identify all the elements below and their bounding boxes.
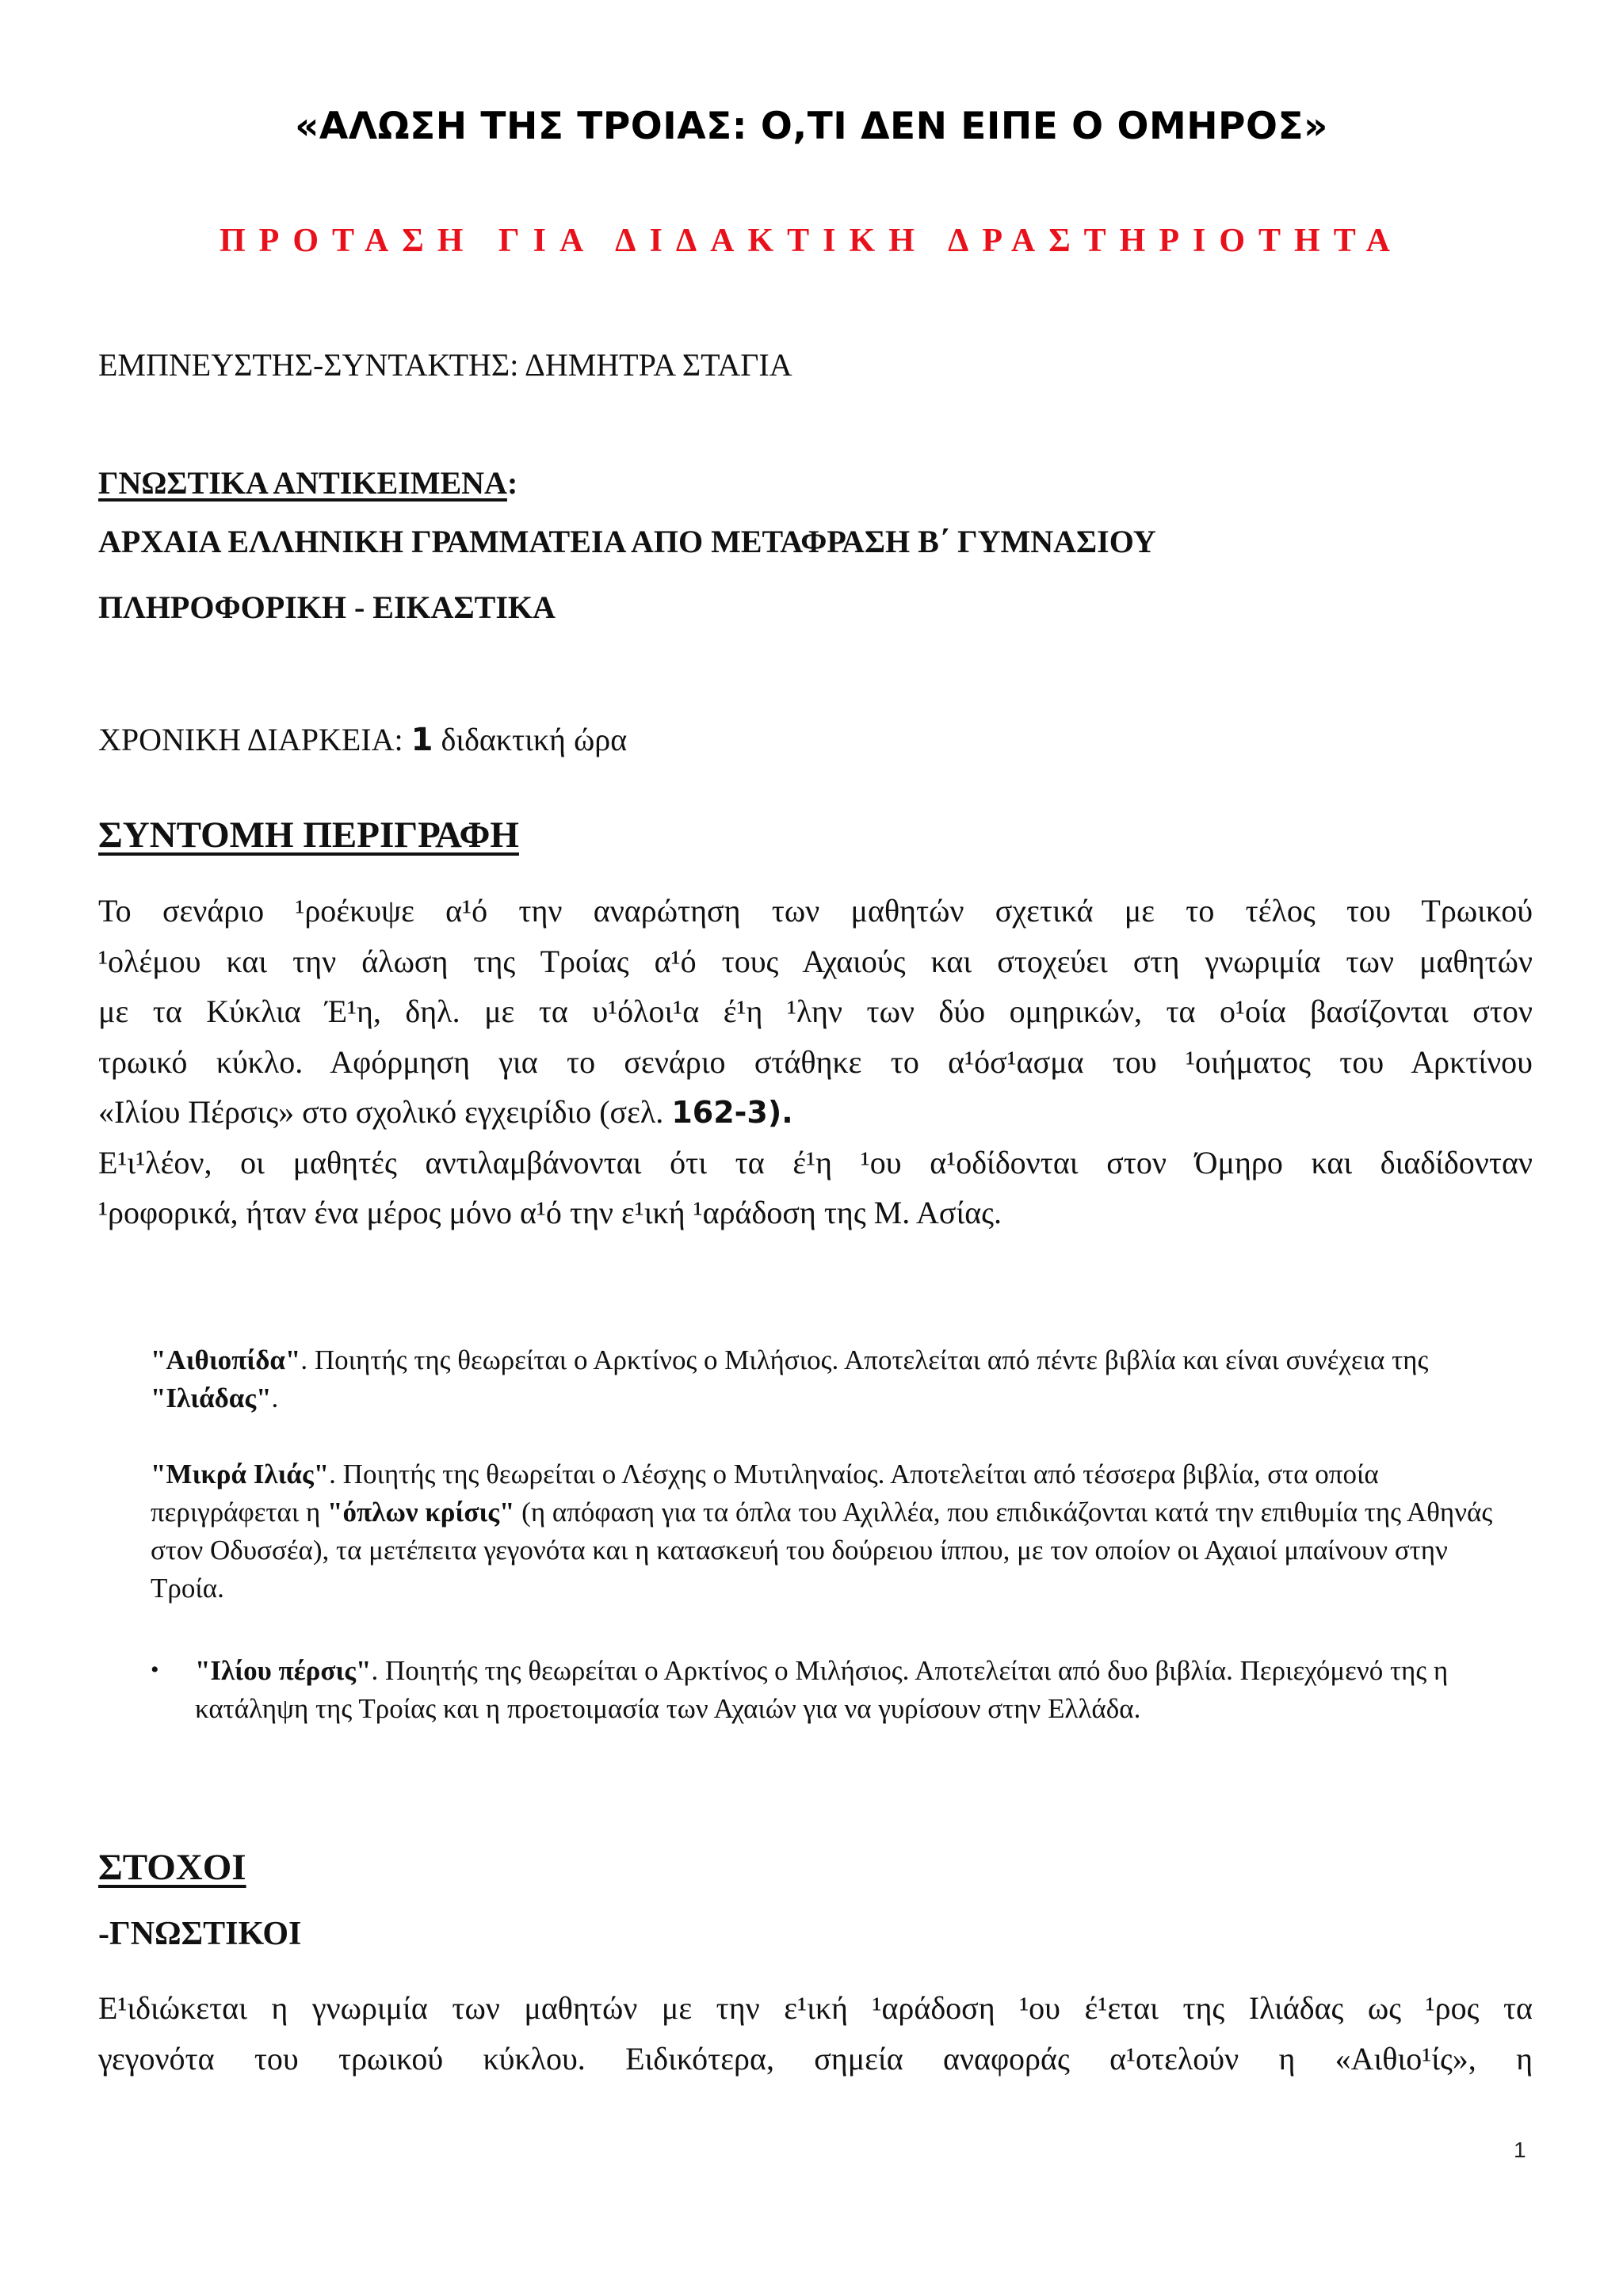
cognitive-heading: -ΓΝΩΣΤΙΚΟΙ [98,1916,302,1952]
description-text: «Ιλίου Πέρσις» στο σχολικό εγχειρίδιο (σελ. [98,1094,664,1130]
subject-1: ΑΡΧΑΙΑ ΕΛΛΗΝΙΚΗ ΓΡΑΜΜΑΤΕΙΑ ΑΠΟ ΜΕΤΑΦΡΑΣΗ Β΄ ΓΥΜΝΑΣΙΟΥ [98,524,1156,559]
description-line: Ε¹ι¹λέον, οι μαθητές αντιλαμβάνονται ότι τα έ¹η ¹ου α¹οδίδονται στον Όμηρο και διαδίδονταν [98,1144,1533,1180]
epic-text: . Ποιητής της θεωρείται ο Λέσχης ο Μυτιληναίος. Αποτελείται από τέσσερα βιβλία, στα οποία περιγράφεται η [151,1459,1379,1527]
document-title: «ΑΛΩΣΗ ΤΗΣ ΤΡΟΙΑΣ: Ο,ΤΙ ΔΕΝ ΕΙΠΕ Ο ΟΜΗΡΟΣ» [295,105,1328,148]
duration-hours: 1 [411,722,433,758]
epic-mikra-ilias [151,1455,1514,1608]
description-line [98,1087,1533,1138]
description-line: Το σενάριο ¹ροέκυψε α¹ό την αναρώτηση των μαθητών σχετικά με το τέλος του Τρωικού [98,893,1533,929]
epic-name: "Μικρά Ιλιάς" [151,1459,330,1489]
epic-name: "Αιθιοπίδα" [151,1344,301,1375]
epic-iliou-persis [195,1652,1526,1728]
short-description-heading: ΣΥΝΤΟΜΗ ΠΕΡΙΓΡΑΦΗ [98,814,519,856]
epic-ref: "Ιλιάδας" [151,1383,272,1413]
epic-ref: "όπλων κρίσις" [327,1497,515,1527]
description-line: ¹ολέμου και την άλωση της Τροίας α¹ό τους Αχαιούς και στοχεύει στη γνωριμία των μαθητών [98,943,1533,979]
goals-line: γεγονότα του τρωικού κύκλου. Ειδικότερα, σημεία αναφοράς α¹οτελούν η «Αιθιο¹ίς», η [98,2040,1533,2077]
description-line: τρωικό κύκλο. Αφόρμηση για το σενάριο στάθηκε το α¹όσ¹ασμα του ¹οιήματος του Αρκτίνου [98,1043,1533,1080]
description-paragraph [98,886,1533,1238]
subjects-heading [98,464,517,502]
epic-text: . Ποιητής της θεωρείται ο Αρκτίνος ο Μιλήσιος. Αποτελείται από δυο βιβλία. Περιεχόμενό της η κατάληψη της Τροίας και η προετοιμασία των Αχαιών για να γυρίσουν στην Ελλάδα. [195,1655,1449,1724]
page-number: 1 [1514,2138,1526,2162]
description-line: με τα Κύκλια Έ¹η, δηλ. με τα υ¹όλοι¹α έ¹η ¹λην των δύο ομηρικών, τα ο¹οία βασίζονται στον [98,994,1533,1029]
duration-label: ΧΡΟΝΙΚΗ ΔΙΑΡΚΕΙΑ [98,722,395,757]
subjects-colon: : [506,465,518,501]
author-name: ΔΗΜΗΤΡΑ ΣΤΑΓΙΑ [525,347,792,383]
bullet-marker: • [151,1657,159,1683]
duration-colon: : [394,722,403,757]
description-pages: 162-3). [671,1095,793,1130]
epic-end: . [271,1383,279,1413]
subjects-label: ΓΝΩΣΤΙΚΑ ΑΝΤΙΚΕΙΜΕΝΑ [98,465,507,501]
author-line [98,346,792,384]
epic-text: . Ποιητής της θεωρείται ο Αρκτίνος ο Μιλήσιος. Αποτελείται από πέντε βιβλία και είναι συνέχεια της [300,1344,1429,1375]
epic-end: (η απόφαση για τα όπλα του Αχιλλέα, που επιδικάζονται κατά την επιθυμία της Αθηνάς στον Οδυσσέα), τα μετέπειτα γεγονότα και η κατασκευή του δούρειου ίππου, με τον οποίον οι Αχαιοί μπαίνουν στην Τροία. [151,1497,1493,1604]
subject-2: ΠΛΗΡΟΦΟΡΙΚΗ - ΕΙΚΑΣΤΙΚΑ [98,589,556,625]
epic-aithiopis [151,1341,1514,1417]
document-subtitle: ΠΡΟΤΑΣΗ ΓΙΑ ΔΙΔΑΚΤΙΚΗ ΔΡΑΣΤΗΡΙΟΤΗΤΑ [220,223,1403,259]
duration-text: διδακτική ώρα [441,722,628,757]
author-label: ΕΜΠΝΕΥΣΤΗΣ-ΣΥΝΤΑΚΤΗΣ: [98,347,519,383]
duration-line [98,721,627,759]
goals-heading: ΣΤΟΧΟΙ [98,1847,246,1888]
description-line: ¹ροφορικά, ήταν ένα μέρος μόνο α¹ό την ε¹ική ¹αράδοση της Μ. Ασίας. [98,1195,1002,1230]
goals-line: Ε¹ιδιώκεται η γνωριμία των μαθητών με την ε¹ική ¹αράδοση ¹ου έ¹εται της Ιλιάδας ως ¹ρος τα [98,1990,1533,2026]
goals-paragraph [98,1983,1533,2084]
epic-name: "Ιλίου πέρσις" [195,1655,372,1686]
